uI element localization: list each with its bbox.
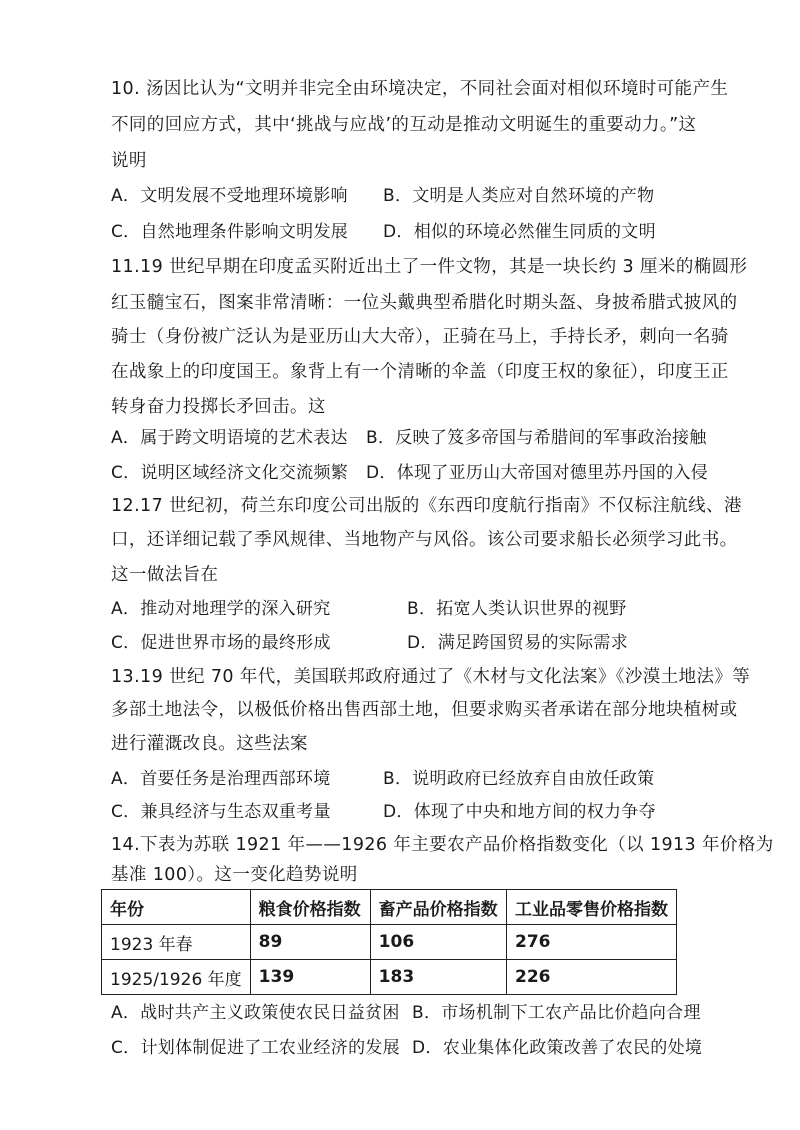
q11-stem-line-3: 骑士（身份被广泛认为是亚历山大大帝），正骑在马上，手持长矛，刺向一名骑 [111,327,729,347]
table-cell: 89 [250,925,370,960]
q14-stem-line-1: 14.下表为苏联 1921 年——1926 年主要农产品价格指数变化（以 1913 年价格为 [111,835,774,855]
table-cell: 183 [370,960,506,995]
q10-option-b: B．文明是人类应对自然环境的产物 [383,186,655,206]
q11-stem-line-2: 红玉髓宝石，图案非常清晰：一位头戴典型希腊化时期头盔、身披希腊式披风的 [111,293,738,313]
q10-stem-line-1: 10. 汤因比认为“文明并非完全由环境决定，不同社会面对相似环境时可能产生 [111,79,729,99]
table-row [102,925,677,960]
q12-option-d: D．满足跨国贸易的实际需求 [407,633,628,653]
q10-stem-line-2: 不同的回应方式，其中‘挑战与应战’的互动是推动文明诞生的重要动力。”这 [111,115,697,135]
q13-stem-line-3: 进行灌溉改良。这些法案 [111,734,308,754]
q10-stem-line-3: 说明 [111,151,147,171]
q12-stem-line-1: 12.17 世纪初，荷兰东印度公司出版的《东西印度航行指南》不仅标注航线、港 [111,496,742,516]
table-header-cell: 工业品零售价格指数 [507,890,677,925]
q11-stem-line-5: 转身奋力投掷长矛回击。这 [111,397,326,417]
table-row [102,960,677,995]
q13-stem-line-2: 多部土地法令，以极低价格出售西部土地，但要求购买者承诺在部分地块植树或 [111,700,738,720]
q13-option-a: A．首要任务是治理西部环境 [111,769,331,789]
table-header-cell: 畜产品价格指数 [370,890,506,925]
table-header-row [102,890,677,925]
q14-option-b: B．市场机制下工农产品比价趋向合理 [412,1003,701,1023]
q14-option-a: A．战时共产主义政策使农民日益贫困 [111,1003,400,1023]
q12-option-a: A．推动对地理学的深入研究 [111,599,331,619]
q13-option-d: D．体现了中央和地方间的权力争夺 [383,802,656,822]
price-index-table [101,889,677,995]
table-header-cell: 年份 [102,890,251,925]
q13-stem-line-1: 13.19 世纪 70 年代，美国联邦政府通过了《木材与文化法案》《沙漠土地法》等 [111,667,751,687]
q10-option-c: C．自然地理条件影响文明发展 [111,222,349,242]
q11-option-a: A．属于跨文明语境的艺术表达 [111,428,348,448]
q14-option-d: D．农业集体化政策改善了农民的处境 [412,1038,703,1058]
table-cell-year: 1925/1926 年度 [102,960,251,995]
table-cell: 226 [507,960,677,995]
q10-option-d: D．相似的环境必然催生同质的文明 [383,222,656,242]
table-cell: 106 [370,925,506,960]
q12-option-b: B．拓宽人类认识世界的视野 [407,599,627,619]
q11-option-c: C．说明区域经济文化交流频繁 [111,463,349,483]
table-cell: 139 [250,960,370,995]
q13-option-c: C．兼具经济与生态双重考量 [111,802,331,822]
table-cell: 276 [507,925,677,960]
table-header-cell: 粮食价格指数 [250,890,370,925]
q10-option-a: A．文明发展不受地理环境影响 [111,186,348,206]
q11-stem-line-4: 在战象上的印度国王。象背上有一个清晰的伞盖（印度王权的象征），印度王正 [111,362,729,382]
q12-stem-line-3: 这一做法旨在 [111,565,219,585]
q14-option-c: C．计划体制促进了工农业经济的发展 [111,1038,400,1058]
q11-option-d: D．体现了亚历山大帝国对德里苏丹国的入侵 [366,463,709,483]
q11-stem-line-1: 11.19 世纪早期在印度孟买附近出土了一件文物，其是一块长约 3 厘米的椭圆形 [111,257,748,277]
table-cell-year: 1923 年春 [102,925,251,960]
q14-stem-line-2: 基准 100）。这一变化趋势说明 [111,865,358,885]
q12-stem-line-2: 口，还详细记载了季风规律、当地物产与风俗。该公司要求船长必须学习此书。 [111,530,738,550]
q13-option-b: B．说明政府已经放弃自由放任政策 [383,769,655,789]
q11-option-b: B．反映了笈多帝国与希腊间的军事政治接触 [366,428,707,448]
q12-option-c: C．促进世界市场的最终形成 [111,633,331,653]
